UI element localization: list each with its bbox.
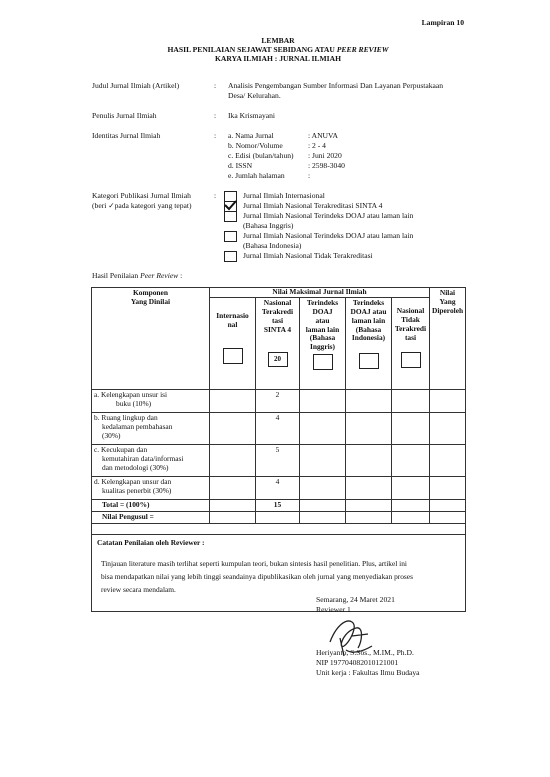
value-box-internasional [223,348,243,364]
colon: : [214,111,217,120]
checkbox-tidak-terakreditasi[interactable] [224,251,237,262]
title-line-2: HASIL PENILAIAN SEJAWAT SEBIDANG ATAU PEER REVIEW [167,45,389,54]
nilai-maksimal-header: Nilai Maksimal Jurnal Ilmiah [210,288,430,298]
checkbox-doaj-indonesia[interactable] [224,231,237,242]
table-row: d. Kelengkapan unsur dan kualitas penerbit (30%) 4 [92,476,466,499]
col-internasional: Internasio nal [210,297,256,389]
identitas-label: Identitas Jurnal Ilmiah [92,131,161,140]
total-label: Total = (100%) [92,499,210,511]
col-tidak-terakreditasi: Nasional Tidak Terakredi tasi [392,297,430,389]
komponen-header: Komponen Yang Dinilai [92,288,210,390]
reviewer-unit: Unit kerja : Fakultas Ilmu Budaya [316,668,420,677]
score-value: 4 [256,476,300,499]
value-box-sinta4: 20 [268,352,288,367]
kategori-label-2: (beri ✓pada kategori yang tepat) [92,201,192,210]
kategori-label-1: Kategori Publikasi Jurnal Ilmiah [92,191,191,200]
colon: : [214,131,217,140]
reviewer-name: Heriyanto, S.Sos., M.IM., Ph.D. [316,648,414,657]
colon: : [214,81,217,90]
total-row [92,499,466,511]
total-value: 15 [256,499,300,511]
col-doaj-indonesia: Terindeks DOAJ atau laman lain (Bahasa Indonesia) [346,297,392,389]
table-row: c. Kecukupan dan kemutahiran data/informasi dan metodologi (30%) 5 [92,444,466,476]
title-line-1: LEMBAR [261,36,295,45]
checkbox-doaj-inggris[interactable] [224,211,237,222]
kategori-option-3b: (Bahasa Inggris) [243,221,294,230]
kategori-option-5: Jurnal Ilmiah Nasional Tidak Terakreditasi [243,251,373,260]
pengusul-row [92,511,466,523]
catatan-title: Catatan Penilaian oleh Reviewer : [97,537,205,547]
kategori-option-4: Jurnal Ilmiah Nasional Terindeks DOAJ atau laman lain [243,231,414,240]
value-box-tidak-terakreditasi [401,352,421,368]
nilai-diperoleh-header: Nilai Yang Diperoleh [430,288,466,390]
value-box-doaj-inggris [313,354,333,370]
kategori-option-2: Jurnal Ilmiah Nasional Terakreditasi SINTA 4 [243,201,383,210]
score-value: 2 [256,389,300,412]
pengusul-label: Nilai Pengusul = [92,511,210,523]
title-line-3: KARYA ILMIAH : JURNAL ILMIAH [214,54,342,63]
catatan-row [92,534,466,611]
judul-label: Judul Jurnal Ilmiah (Artikel) [92,81,180,90]
catatan-text: Tinjauan literature masih terlihat seperti kumpulan teori, bukan sintesis hasil penelitian. Plus, artikel ini bisa mendapatkan nilai yang lebih tinggi seandainya dipublikasikan oleh jurnal yang menyediakan proses review secara mendalam. [101,558,413,594]
penilaian-table [91,287,466,612]
hasil-label: Hasil Penilaian Peer Review : [92,271,183,280]
penulis-value: Ika Krismayani [228,111,276,120]
lampiran-label: Lampiran 10 [421,18,464,27]
kategori-option-1: Jurnal Ilmiah Internasional [243,191,325,200]
colon: : [214,191,217,200]
place-date: Semarang, 24 Maret 2021 [316,595,395,604]
identitas-list: a. Nama Jurnal : ANUVA b. Nomor/Volume : 2 - 4 c. Edisi (bulan/tahun) : Juni 2020 d. ISSN : 2598-3040 e. Jumlah halaman : [228,131,345,180]
table-row: b. Ruang lingkup dan kedalaman pembahasan (30%) 4 [92,412,466,444]
reviewer-nip: NIP 197704082010121001 [316,658,399,667]
table-row: a. Kelengkapan unsur isi buku (10%) 2 [92,389,466,412]
kategori-option-4b: (Bahasa Indonesia) [243,241,302,250]
value-box-doaj-indonesia [359,353,379,369]
score-value: 5 [256,444,300,476]
col-doaj-inggris: Terindeks DOAJ atau laman lain (Bahasa Inggris) [300,297,346,389]
col-sinta4: Nasional Terakredi tasi SINTA 4 20 [256,297,300,389]
kategori-option-3: Jurnal Ilmiah Nasional Terindeks DOAJ atau laman lain [243,211,414,220]
judul-value-2: Desa/ Kelurahan. [228,91,281,100]
judul-value-1: Analisis Pengembangan Sumber Informasi Dan Layanan Perpustakaan [228,81,444,90]
reviewer-role: Reviewer 1 [316,605,351,614]
score-value: 4 [256,412,300,444]
penulis-label: Penulis Jurnal Ilmiah [92,111,157,120]
checkmark-icon [224,200,237,211]
